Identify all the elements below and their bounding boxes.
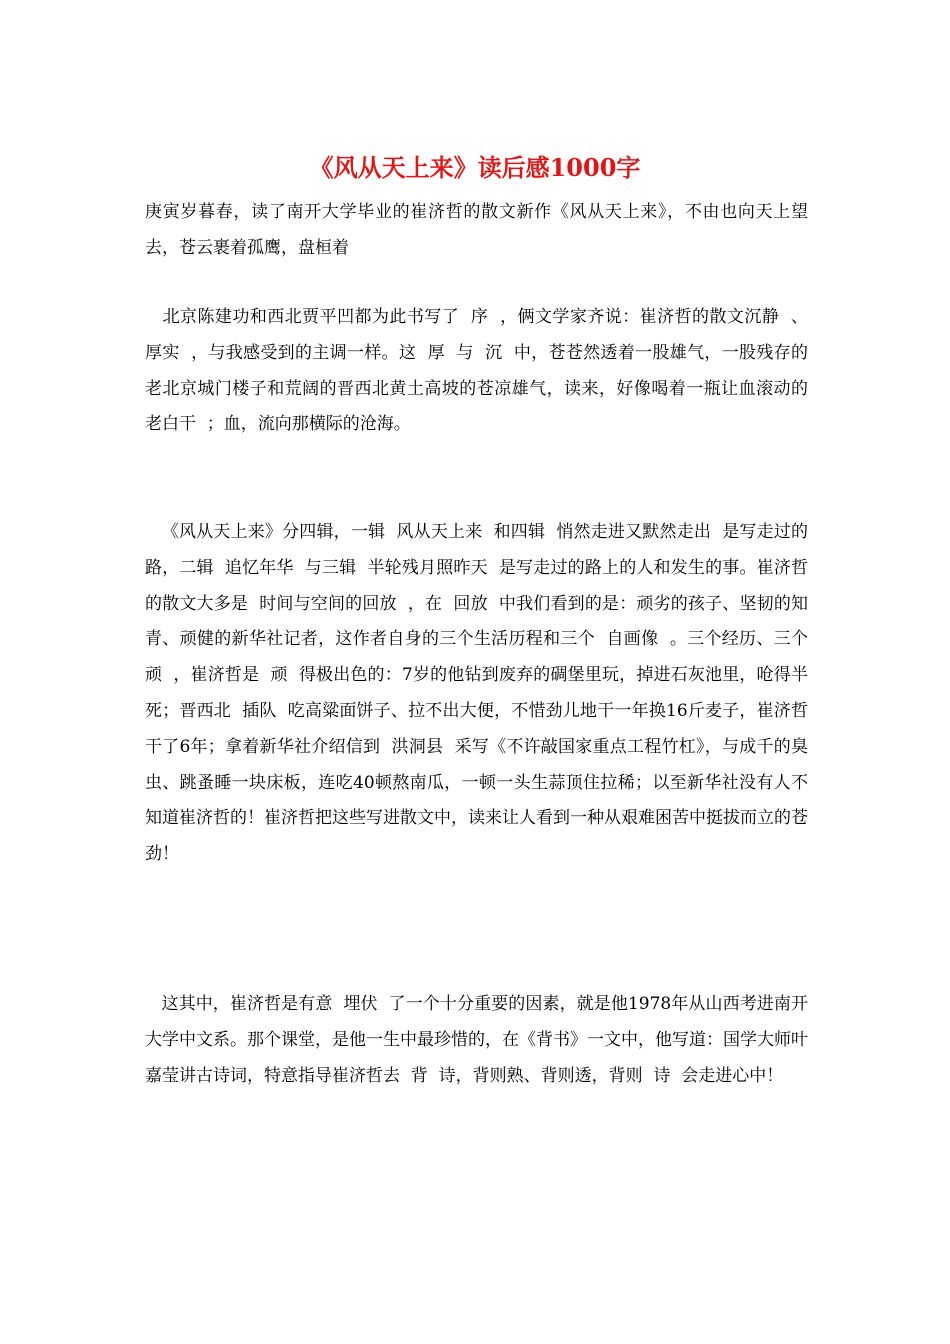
paragraph-4: 这其中，崔济哲是有意 埋伏 了一个十分重要的因素，就是他1978年从山西考进南开大学中文系。那个课堂，是他一生中最珍惜的，在《背书》一文中，他写道：国学大师叶嘉莹讲古诗词，特意指导崔济哲去 背 诗，背则熟、背则透，背则 诗 会走进心中！ [145,994,808,1086]
paragraph-2: 北京陈建功和西北贾平凹都为此书写了 序 ，俩文学家齐说：崔济哲的散文沉静 、 厚实 ，与我感受到的主调一样。这 厚 与 沉 中，苍苍然透着一股雄气，一股残存的老北京城门楼子和荒阔的晋西北黄土高坡的苍凉雄气，读来，好像喝着一瓶让血滚动的 老白干 ；血，流向那横际的沧海。 [145,307,819,435]
paragraph-3: 《风从天上来》分四辑，一辑 风从天上来 和四辑 悄然走进又默然走出 是写走过的路，二辑 追忆年华 与三辑 半轮残月照昨天 是写走过的路上的人和发生的事。崔济哲的散文大多是 时间与空间的回放 ，在 回放 中我们看到的是：顽劣的孩子、坚韧的知青、顽健的新华社记者，这作者自身的三个生活历程和三个 自画像 。三个经历、三个 顽 ，崔济哲是 顽 得极出色的：7岁的他钻到废弃的碉堡里玩，掉进石灰池里，呛得半死；晋西北 插队 吃高粱面饼子、拉不出大便，不惜劲儿地干一年换16斤麦子，崔济哲干了6年；拿着新华社介绍信到 洪洞县 采写《不许敲国家重点工程竹杠》，与成千的臭虫、跳蚤睡一块床板，连吃40顿熬南瓜，一顿一头生蒜顶住拉稀；以至新华社没有人不知道崔济哲的！崔济哲把这些写进散文中，读来让人看到一种从艰难困苦中挺拔而立的苍劲！ [145,522,819,865]
paragraph-1: 庚寅岁暮春，读了南开大学毕业的崔济哲的散文新作《风从天上来》，不由也向天上望去，苍云裹着孤鹰，盘桓着 [145,202,808,258]
document-title: 《风从天上来》读后感1000字 [309,153,641,182]
